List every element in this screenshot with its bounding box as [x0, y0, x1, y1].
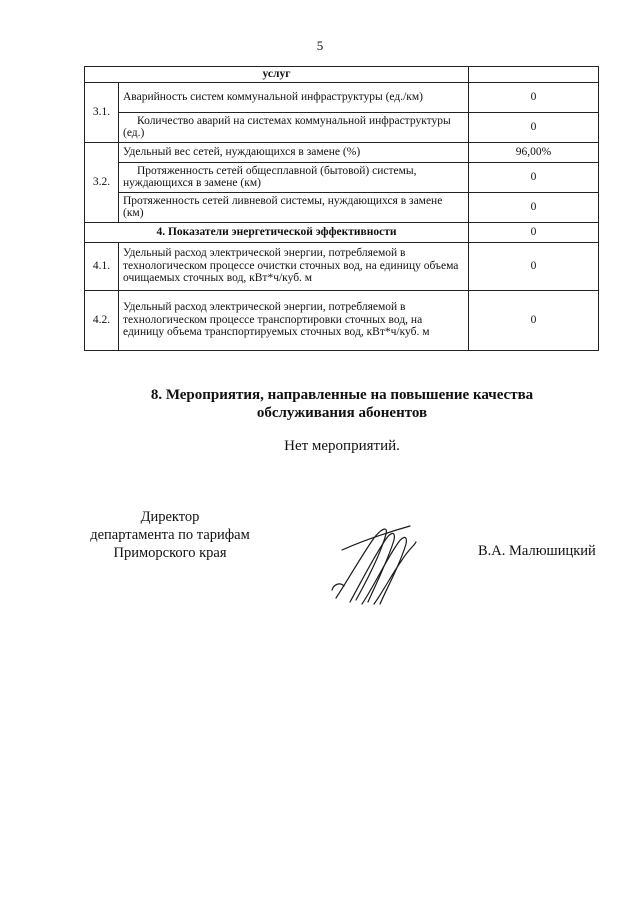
signer-position-line: Приморского края [113, 545, 227, 561]
indicator-name-cell: Протяженность сетей общесплавной (бытовой) системы, нуждающихся в замене (км) [119, 162, 469, 192]
row-number-cell: 4.1. [85, 242, 119, 290]
row-number-cell: 4.2. [85, 290, 119, 350]
indicator-name-cell: Удельный расход электрической энергии, потребляемой в технологическом процессе очистки сточных вод, на единицу объема очищаемых сточных вод, кВт*ч/куб. м [119, 242, 469, 290]
table-row [85, 67, 599, 83]
table-row [85, 222, 599, 242]
section-header-cell: 4. Показатели энергетической эффективности [85, 222, 469, 242]
value-cell: 0 [469, 162, 599, 192]
value-cell: 0 [469, 222, 599, 242]
table-row [85, 290, 599, 350]
table-row [85, 192, 599, 222]
row-number-cell: 3.2. [85, 142, 119, 222]
indicator-name-cell: Аварийность систем коммунальной инфраструктуры (ед./км) [119, 82, 469, 112]
value-cell: 0 [469, 242, 599, 290]
indicator-name-cell: Количество аварий на системах коммунальной инфраструктуры (ед.) [119, 112, 469, 142]
indicator-name-cell: Удельный вес сетей, нуждающихся в замене (%) [119, 142, 469, 162]
indicators-table [84, 66, 599, 351]
signer-name: В.А. Малюшицкий [478, 543, 596, 559]
section-title-line: 8. Мероприятия, направленные на повышение качества [150, 387, 534, 403]
section-title-line: обслуживания абонентов [256, 405, 428, 421]
value-cell: 0 [469, 290, 599, 350]
value-cell: 0 [469, 112, 599, 142]
value-cell: 0 [469, 82, 599, 112]
indicator-name-cell: Удельный расход электрической энергии, потребляемой в технологическом процессе транспортировки сточных вод, на единицу объема транспортируемых сточных вод, кВт*ч/куб. м [119, 290, 469, 350]
table-row [85, 142, 599, 162]
section-title [0, 386, 640, 422]
handwritten-signature [330, 520, 420, 610]
table-row [85, 82, 599, 112]
table-row [85, 162, 599, 192]
section-body-text: Нет мероприятий. [284, 438, 400, 454]
indicator-name-cell: Протяженность сетей ливневой системы, нуждающихся в замене (км) [119, 192, 469, 222]
table-row [85, 112, 599, 142]
value-cell: 96,00% [469, 142, 599, 162]
table-row [85, 242, 599, 290]
continued-header-cell: услуг [85, 67, 469, 83]
value-cell: 0 [469, 192, 599, 222]
page-number: 5 [316, 38, 324, 53]
signer-position-line: департамента по тарифам [90, 527, 250, 543]
signer-position-line: Директор [140, 509, 200, 525]
value-cell [469, 67, 599, 83]
row-number-cell: 3.1. [85, 82, 119, 142]
signer-position [80, 508, 260, 562]
